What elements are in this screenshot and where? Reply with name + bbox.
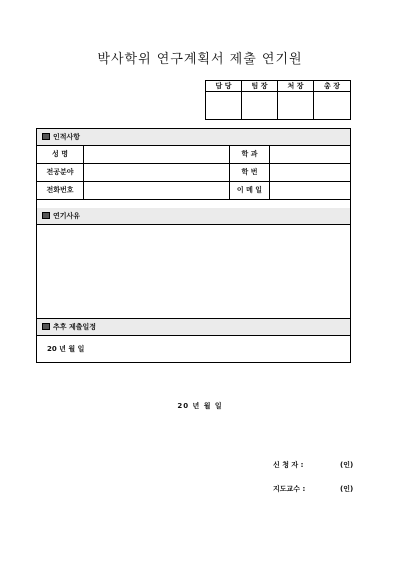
name-field[interactable] xyxy=(83,146,229,163)
advisor-seal[interactable]: (인) xyxy=(340,485,354,493)
page-title: 박사학위 연구계획서 제출 연기원 xyxy=(97,52,303,67)
major-label: 전공분야 xyxy=(46,168,74,176)
reason-field[interactable] xyxy=(37,226,350,319)
phone-field[interactable] xyxy=(83,182,229,199)
approval-sign-director[interactable] xyxy=(278,92,314,119)
student-id-label: 학 번 xyxy=(229,164,269,181)
approval-sign-president[interactable] xyxy=(314,92,350,119)
applicant-seal[interactable]: (인) xyxy=(340,461,354,469)
section-reason-title: 연기사유 xyxy=(53,212,81,220)
section-reason xyxy=(37,208,350,225)
checkbox-icon xyxy=(42,212,50,219)
advisor-label: 지도교수 : xyxy=(273,485,306,493)
approval-sign-team-lead[interactable] xyxy=(242,92,278,119)
plan-date-field[interactable]: 20 년 월 일 xyxy=(47,345,85,353)
approval-sign-staff[interactable] xyxy=(206,92,242,119)
approval-header-director: 처 장 xyxy=(278,81,314,92)
email-label: 이 메 일 xyxy=(229,182,269,199)
checkbox-icon xyxy=(42,323,50,330)
application-form xyxy=(36,128,351,363)
row-name-dept xyxy=(37,146,350,164)
checkbox-icon xyxy=(42,133,50,140)
dept-field[interactable] xyxy=(269,146,350,163)
approval-header-staff: 담 당 xyxy=(206,81,242,92)
row-major-id xyxy=(37,164,350,182)
section-plan xyxy=(37,319,350,336)
name-label: 성 명 xyxy=(52,150,68,158)
section-plan-title: 추후 제출일정 xyxy=(53,323,97,331)
major-field[interactable] xyxy=(83,164,229,181)
student-id-field[interactable] xyxy=(269,164,350,181)
section-personal-info xyxy=(37,129,350,146)
email-field[interactable] xyxy=(269,182,350,199)
phone-label: 전화번호 xyxy=(46,186,74,194)
approval-header-team-lead: 팀 장 xyxy=(242,81,278,92)
row-phone-email xyxy=(37,182,350,200)
dept-label: 학 과 xyxy=(229,146,269,163)
approval-header-president: 총 장 xyxy=(314,81,350,92)
applicant-label: 신 청 자 : xyxy=(273,461,304,469)
section-personal-title: 인적사항 xyxy=(53,133,81,141)
approval-box xyxy=(205,80,351,120)
submission-date[interactable]: 20 년 월 일 xyxy=(177,402,223,410)
